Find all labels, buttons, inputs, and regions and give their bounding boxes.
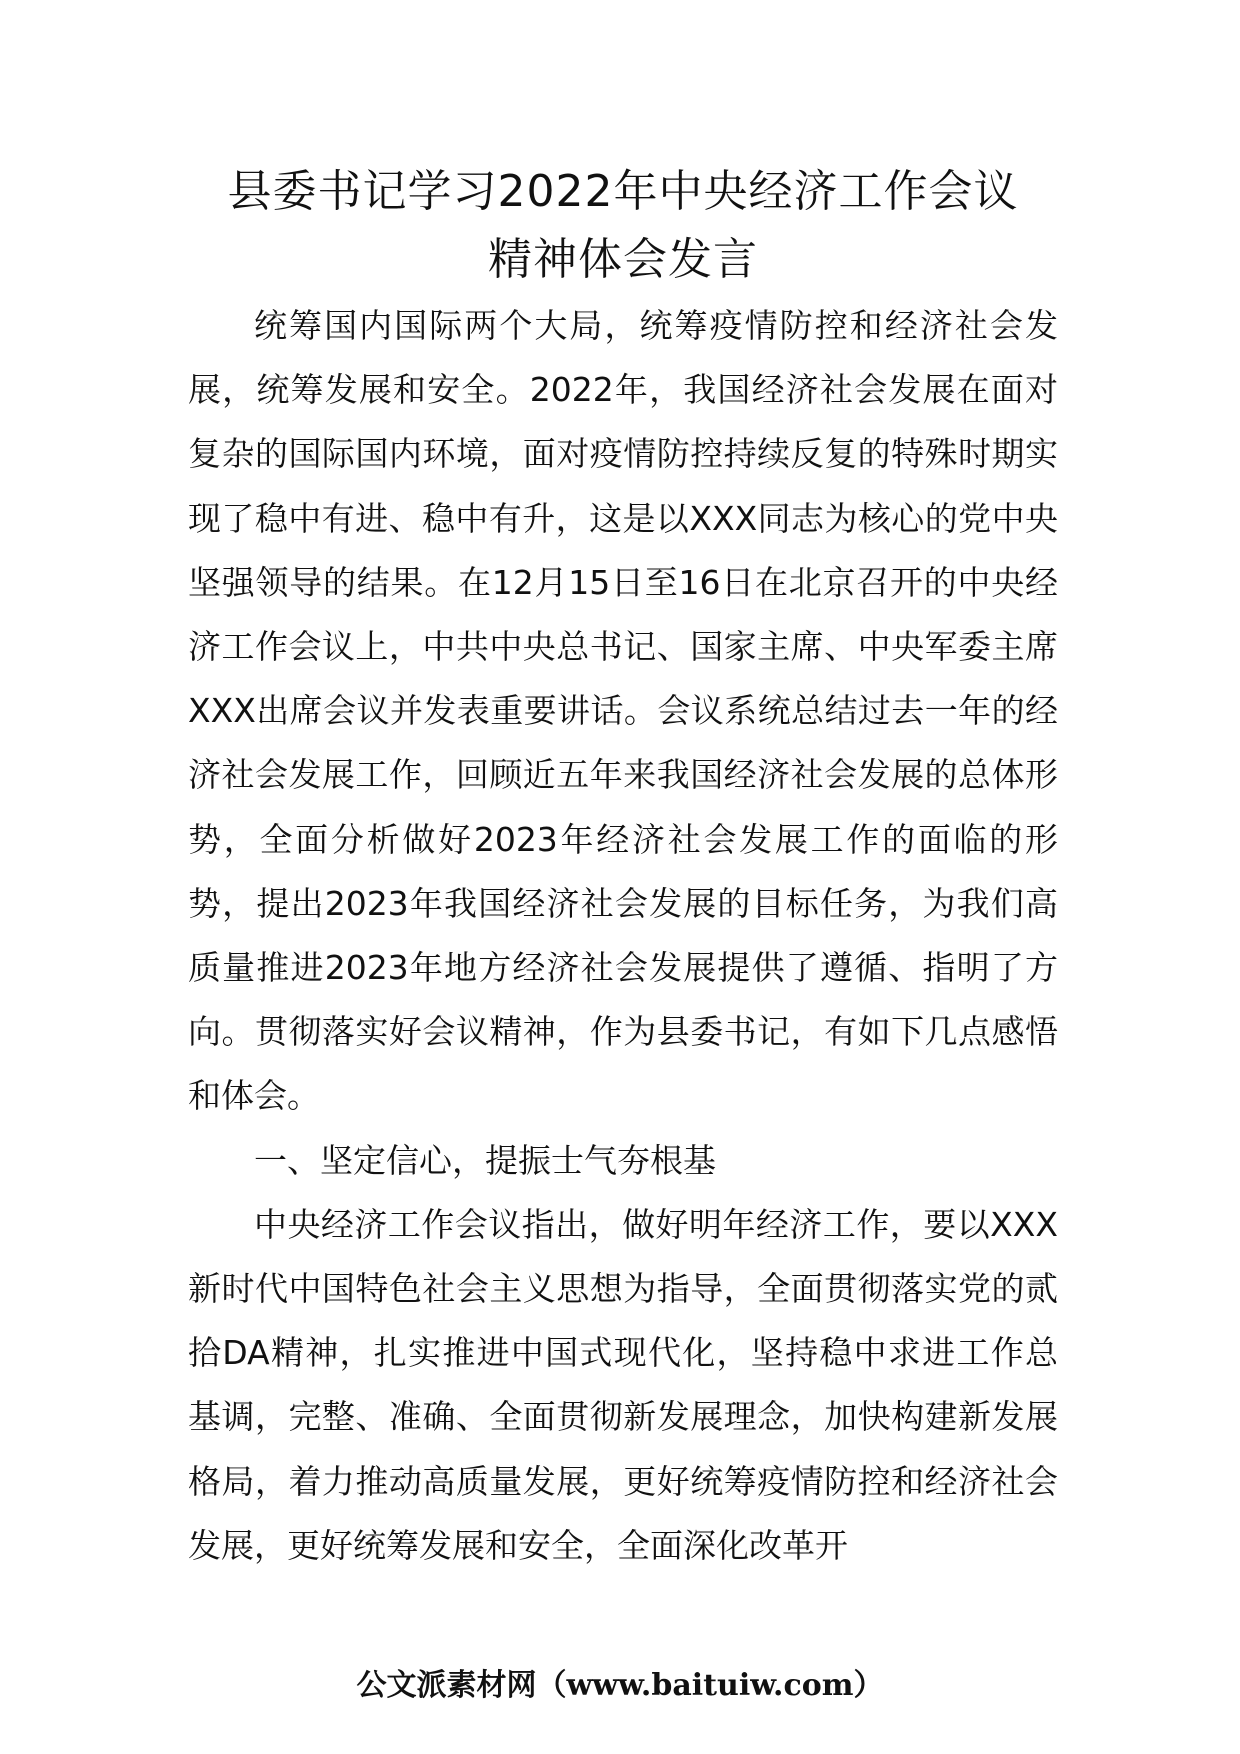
intro-paragraph: 统筹国内国际两个大局，统筹疫情防控和经济社会发展，统筹发展和安全。2022年，我国经济社会发展在面对复杂的国际国内环境，面对疫情防控持续反复的特殊时期实现了稳中有进、稳中有升，这是以XXX同志为核心的党中央坚强领导的结果。在12月15日至16日在北京召开的中央经济工作会议上，中共中央总书记、国家主席、中央军委主席XXX出席会议并发表重要讲话。会议系统总结过去一年的经济社会发展工作，回顾近五年来我国经济社会发展的总体形势，全面分析做好2023年经济社会发展工作的面临的形势，提出2023年我国经济社会发展的目标任务，为我们高质量推进2023年地方经济社会发展提供了遵循、指明了方向。贯彻落实好会议精神，作为县委书记，有如下几点感悟和体会。: [188, 306, 1058, 1116]
title-line-2: 精神体会发言: [488, 234, 758, 285]
footer-watermark: 公文派素材网（www.baituiw.com）: [356, 1668, 884, 1703]
section-heading-1: 一、坚定信心，提振士气夯根基: [254, 1140, 716, 1180]
section-1-paragraph: 中央经济工作会议指出，做好明年经济工作，要以XXX新时代中国特色社会主义思想为指导，全面贯彻落实党的贰拾DA精神，扎实推进中国式现代化，坚持稳中求进工作总基调，完整、准确、全面贯彻新发展理念，加快构建新发展格局，着力推动高质量发展，更好统筹疫情防控和经济社会发展，更好统筹发展和安全，全面深化改革开: [188, 1204, 1058, 1565]
document-body: [188, 294, 1058, 1578]
document-title: [188, 158, 1058, 294]
document-content: [188, 158, 1058, 1578]
title-line-1: 县委书记学习2022年中央经济工作会议: [227, 166, 1019, 217]
